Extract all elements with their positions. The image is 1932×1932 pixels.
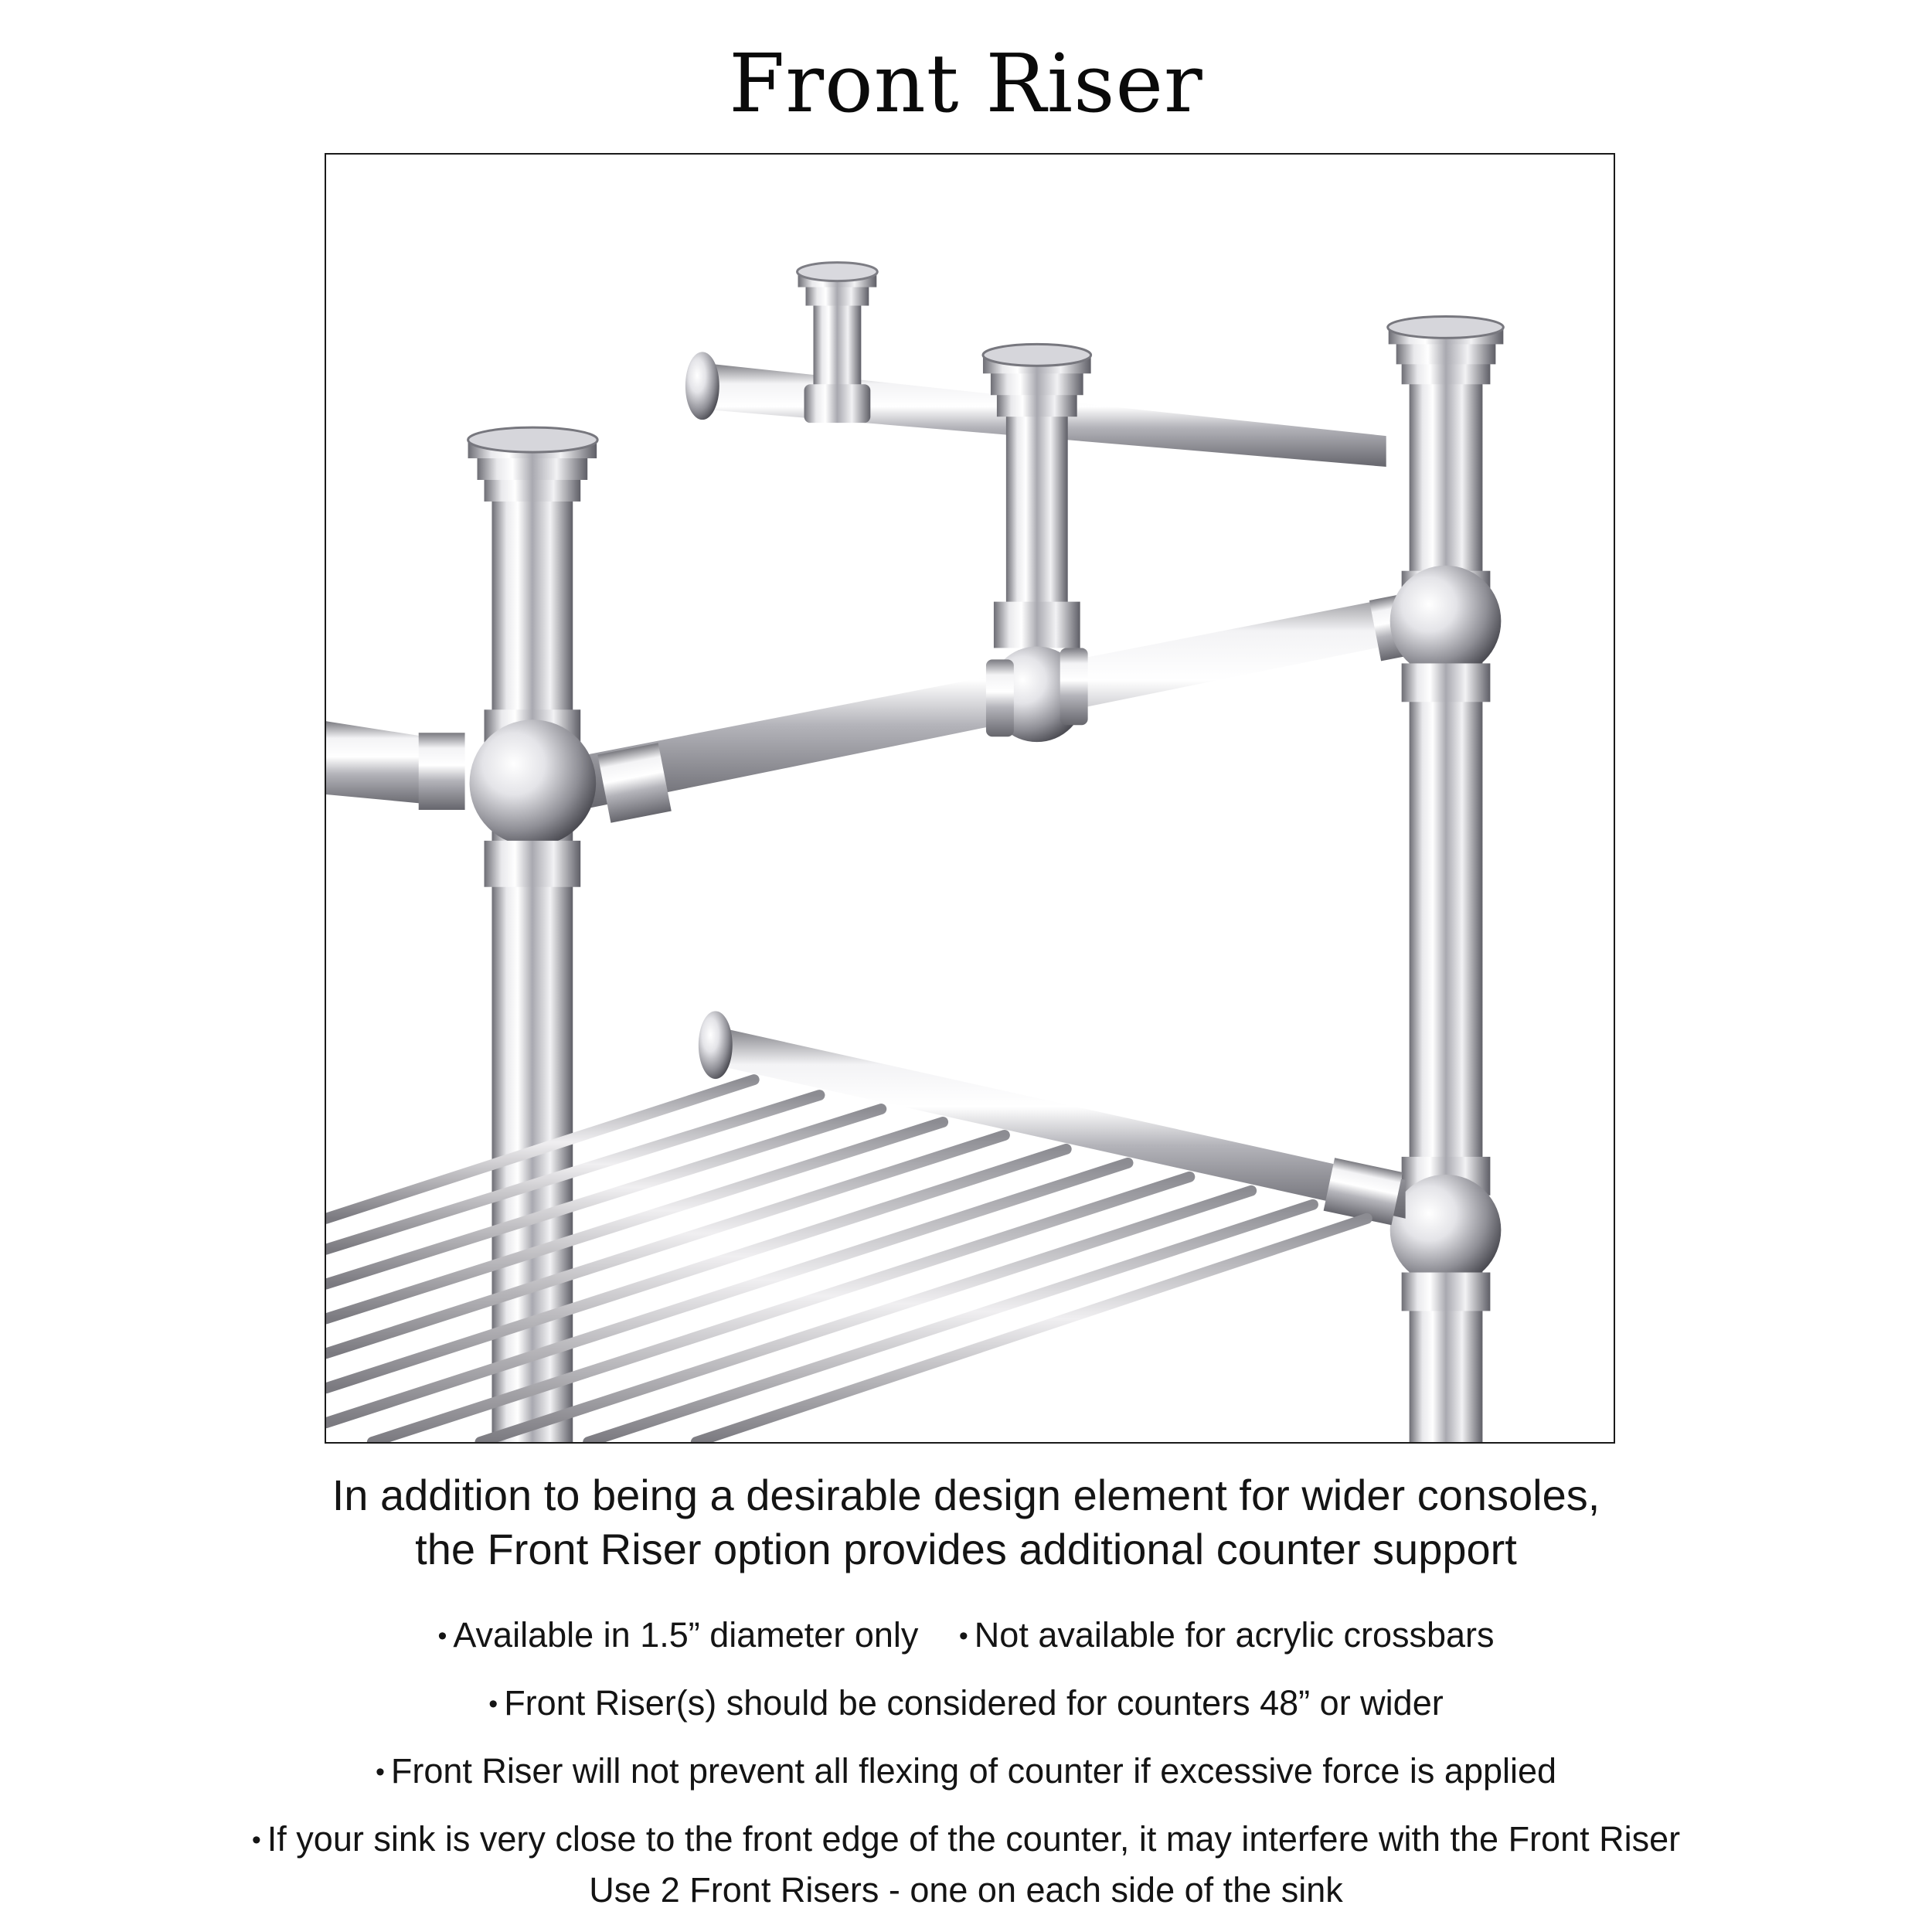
bullet-dot: • — [437, 1621, 447, 1651]
bullet-dot: • — [375, 1757, 385, 1787]
front-riser — [983, 344, 1091, 742]
intro-text — [0, 1468, 1932, 1577]
bullet-text: Available in 1.5” diameter only — [453, 1615, 919, 1655]
bullet-text: Not available for acrylic crossbars — [974, 1615, 1495, 1655]
product-photo — [325, 153, 1615, 1444]
bullet-dot: • — [251, 1825, 261, 1855]
bullet-text: Front Riser will not prevent all flexing of counter if excessive force is applied — [390, 1751, 1557, 1791]
right-front-leg — [1388, 316, 1504, 1442]
chrome-console-legs-illustration — [326, 155, 1614, 1442]
intro-line-2: the Front Riser option provides additional counter support — [415, 1525, 1517, 1573]
bullet-dot: • — [958, 1621, 968, 1651]
bullet-text: Front Riser(s) should be considered for counters 48” or wider — [504, 1683, 1444, 1723]
bullet-row-2 — [0, 1679, 1932, 1747]
bullet-dot: • — [488, 1689, 498, 1719]
bullet-item — [488, 1683, 1443, 1723]
feature-bullet-list — [0, 1611, 1932, 1914]
back-riser — [798, 263, 878, 423]
shelf-towel-rods — [326, 1080, 1367, 1442]
bullet-item — [437, 1615, 918, 1655]
bullet-item — [376, 1751, 1556, 1791]
bullet-item — [959, 1615, 1495, 1655]
bullet-item — [252, 1819, 1680, 1859]
left-side-rail — [326, 721, 465, 810]
bullet-row-4 — [0, 1815, 1932, 1866]
bullet-row-3 — [0, 1747, 1932, 1815]
bullet-sub-line: Use 2 Front Risers - one on each side of the sink — [589, 1870, 1343, 1910]
bullet-text: If your sink is very close to the front edge of the counter, it may interfere with the Front Riser — [267, 1819, 1681, 1859]
bullet-row-1 — [0, 1611, 1932, 1679]
page-title: Front Riser — [729, 36, 1203, 131]
intro-line-1: In addition to being a desirable design element for wider consoles, — [332, 1471, 1600, 1519]
